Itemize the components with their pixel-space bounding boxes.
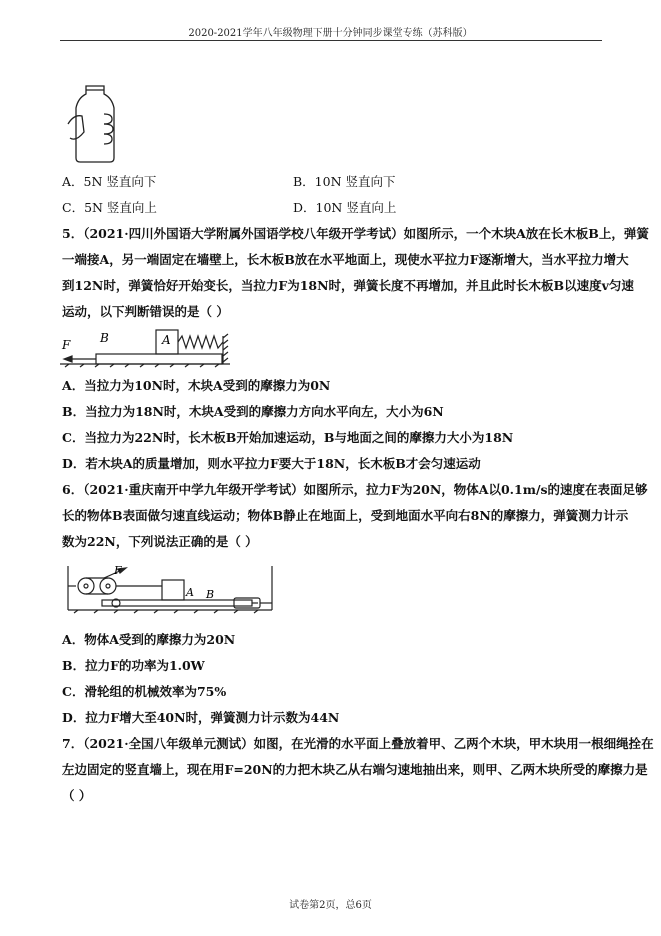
q5-option-b: B．当拉力为18N时，木块A受到的摩擦力方向水平向左，大小为6N: [62, 404, 444, 419]
q6-option-c: C．滑轮组的机械效率为75%: [62, 684, 227, 699]
page-header: 2020-2021学年八年级物理下册十分钟同步课堂专练（苏科版）: [188, 28, 473, 39]
page-footer: 试卷第2页，总6页: [289, 900, 372, 911]
q7-stem-line-1: 7．（2021·全国八年级单元测试）如图，在光滑的水平面上叠放着甲、乙两个木块，甲木块用一根细绳拴在: [62, 736, 654, 751]
q5-label-a: A: [162, 333, 171, 347]
q6-option-a: A．物体A受到的摩擦力为20N: [62, 632, 236, 647]
q6-option-d: D．拉力F增大至40N时，弹簧测力计示数为44N: [62, 710, 340, 725]
q6-stem-line-1: 6．（2021·重庆南开中学九年级开学考试）如图所示，拉力F为20N，物体A以0.1m/s的速度在表面足够: [62, 482, 648, 497]
q6-label-a: A: [186, 586, 194, 599]
q4-option-c: C．5N 竖直向上: [62, 200, 157, 215]
q5-stem-line-2: 一端接A，另一端固定在墙壁上，长木板B放在水平地面上，现使水平拉力F逐渐增大，当水平拉力增大: [62, 252, 629, 267]
q7-stem-line-3: （ ）: [62, 788, 92, 803]
q6-figure: [66, 562, 278, 614]
q5-stem-line-1: 5．（2021·四川外国语大学附属外国语学校八年级开学考试）如图所示，一个木块A放在长木板B上，弹簧: [62, 226, 649, 241]
q4-option-a: A．5N 竖直向下: [62, 174, 157, 189]
bottle-hand-figure: [60, 84, 130, 164]
q6-stem-line-3: 数为22N，下列说法正确的是（ ）: [62, 534, 258, 549]
q5-label-f: F: [62, 338, 71, 352]
q5-option-c: C．当拉力为22N时，长木板B开始加速运动，B与地面之间的摩擦力大小为18N: [62, 430, 514, 445]
header-divider: [60, 40, 602, 41]
q4-option-b: B．10N 竖直向下: [293, 174, 396, 189]
q4-option-d: D．10N 竖直向上: [293, 200, 397, 215]
q5-label-b: B: [100, 331, 109, 345]
q6-stem-line-2: 长的物体B表面做匀速直线运动；物体B静止在地面上，受到地面水平向右8N的摩擦力，弹簧测力计示: [62, 508, 629, 523]
q6-option-b: B．拉力F的功率为1.0W: [62, 658, 205, 673]
q5-option-d: D．若木块A的质量增加，则水平拉力F要大于18N，长木板B才会匀速运动: [62, 456, 481, 471]
q5-figure: [60, 324, 236, 368]
q6-label-b: B: [206, 588, 215, 601]
q7-stem-line-2: 左边固定的竖直墙上，现在用F=20N的力把木块乙从右端匀速地抽出来，则甲、乙两木块所受的摩擦力是: [62, 762, 648, 777]
q5-option-a: A．当拉力为10N时，木块A受到的摩擦力为0N: [62, 378, 331, 393]
q6-label-f: F: [114, 564, 122, 577]
q5-stem-line-3: 到12N时，弹簧恰好开始变长，当拉力F为18N时，弹簧长度不再增加，并且此时长木板B以速度v匀速: [62, 278, 634, 293]
q5-stem-line-4: 运动，以下判断错误的是（ ）: [62, 304, 229, 319]
